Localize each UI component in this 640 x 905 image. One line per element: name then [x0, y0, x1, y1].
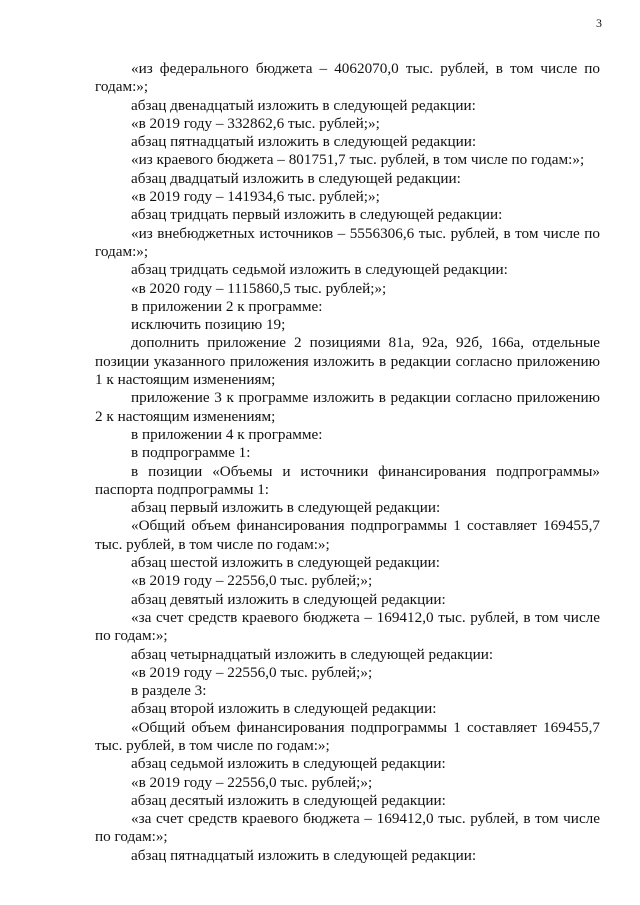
paragraph: абзац седьмой изложить в следующей редакции:	[131, 755, 446, 773]
document-body	[95, 60, 600, 865]
paragraph: «в 2019 году – 22556,0 тыс. рублей;»;	[131, 773, 373, 791]
paragraph: «в 2019 году – 22556,0 тыс. рублей;»;	[131, 572, 373, 590]
paragraph: исключить позицию 19;	[131, 316, 286, 334]
paragraph: «из внебюджетных источников – 5556306,6 тыс. рублей, в том числе по годам:»;	[95, 224, 600, 260]
paragraph: абзац тридцать седьмой изложить в следующей редакции:	[131, 261, 508, 279]
paragraph: в подпрограмме 1:	[131, 444, 251, 462]
paragraph: «Общий объем финансирования подпрограммы 1 составляет 169455,7 тыс. рублей, в том числе по годам:»;	[95, 517, 600, 553]
paragraph: «за счет средств краевого бюджета – 169412,0 тыс. рублей, в том числе по годам:»;	[95, 608, 600, 645]
paragraph: «из краевого бюджета – 801751,7 тыс. рублей, в том числе по годам:»;	[131, 151, 585, 169]
paragraph: приложение 3 к программе изложить в редакции согласно приложению 2 к настоящим изменениям;	[95, 389, 600, 425]
paragraph: абзац пятнадцатый изложить в следующей редакции:	[131, 133, 477, 151]
paragraph: абзац шестой изложить в следующей редакции:	[131, 554, 440, 572]
paragraph: абзац двадцатый изложить в следующей редакции:	[131, 169, 461, 187]
paragraph: в позиции «Объемы и источники финансирования подпрограммы» паспорта подпрограммы 1:	[95, 462, 600, 498]
paragraph: абзац первый изложить в следующей редакции:	[131, 499, 441, 517]
paragraph: абзац пятнадцатый изложить в следующей редакции:	[131, 846, 477, 864]
paragraph: абзац тридцать первый изложить в следующей редакции:	[131, 206, 503, 224]
paragraph: «за счет средств краевого бюджета – 169412,0 тыс. рублей, в том числе по годам:»;	[95, 810, 600, 846]
paragraph: дополнить приложение 2 позициями 81а, 92а, 92б, 166а, отдельные позиции указанного приложения изложить в редакции согласно приложению 1 к настоящим изменениям;	[95, 334, 600, 389]
paragraph: в приложении 2 к программе:	[131, 297, 323, 315]
paragraph: «в 2020 году – 1115860,5 тыс. рублей;»;	[131, 279, 387, 297]
paragraph: «в 2019 году – 332862,6 тыс. рублей;»;	[131, 114, 380, 132]
paragraph: абзац двенадцатый изложить в следующей редакции:	[131, 96, 476, 114]
page-number: 3	[596, 16, 602, 30]
paragraph: в разделе 3:	[131, 682, 207, 700]
paragraph: абзац девятый изложить в следующей редакции:	[131, 590, 446, 608]
paragraph: абзац четырнадцатый изложить в следующей редакции:	[131, 645, 494, 663]
paragraph: «в 2019 году – 22556,0 тыс. рублей;»;	[131, 663, 373, 681]
paragraph: «в 2019 году – 141934,6 тыс. рублей;»;	[131, 188, 380, 206]
paragraph: «из федерального бюджета – 4062070,0 тыс. рублей, в том числе по годам:»;	[95, 60, 600, 96]
paragraph: абзац второй изложить в следующей редакции:	[131, 700, 437, 718]
paragraph: «Общий объем финансирования подпрограммы 1 составляет 169455,7 тыс. рублей, в том числе по годам:»;	[95, 718, 600, 754]
paragraph: абзац десятый изложить в следующей редакции:	[131, 791, 446, 809]
paragraph: в приложении 4 к программе:	[131, 425, 323, 443]
